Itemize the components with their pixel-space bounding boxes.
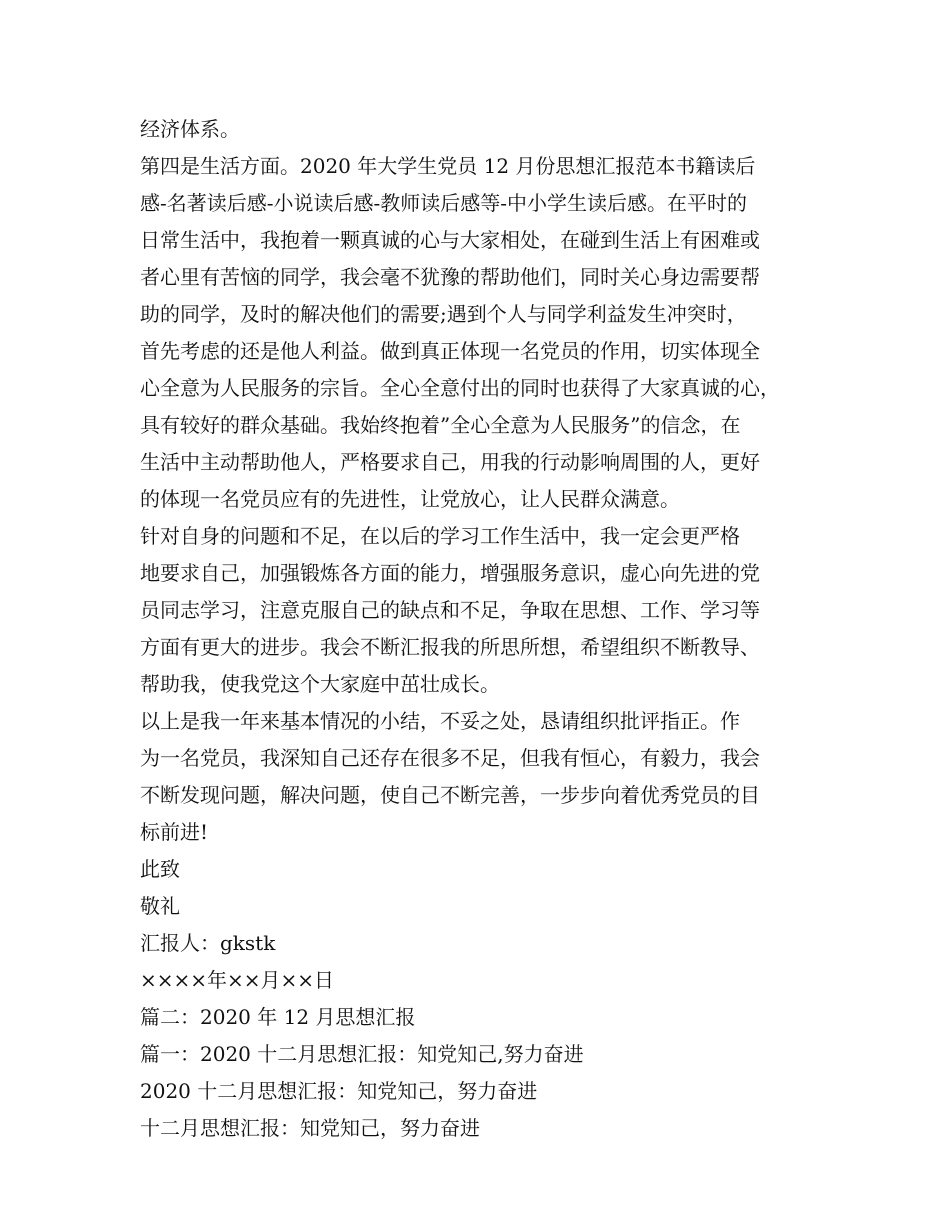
text-line: 标前进! xyxy=(140,820,209,844)
text-line: 经济体系。 xyxy=(140,117,240,141)
text-line: 员同志学习，注意克服自己的缺点和不足，争取在思想、工作、学习等 xyxy=(140,598,760,622)
text-line: 2020 十二月思想汇报：知党知己，努力奋进 xyxy=(140,1079,538,1103)
text-line: 地要求自己，加强锻炼各方面的能力，增强服务意识，虚心向先进的党 xyxy=(140,561,760,585)
text-line: 以上是我一年来基本情况的小结，不妥之处，恳请组织批评指正。作 xyxy=(140,709,740,733)
text-line: 助的同学，及时的解决他们的需要;遇到个人与同学利益发生冲突时， xyxy=(140,302,747,326)
text-line: 为一名党员，我深知自己还存在很多不足，但我有恒心，有毅力，我会 xyxy=(140,746,760,770)
text-line: 十二月思想汇报：知党知己，努力奋进 xyxy=(140,1116,480,1140)
text-line: 汇报人：gkstk xyxy=(140,931,276,955)
text-line: 第四是生活方面。2020 年大学生党员 12 月份思想汇报范本书籍读后 xyxy=(140,154,756,178)
text-line: 感-名著读后感-小说读后感-教师读后感等-中小学生读后感。在平时的 xyxy=(140,191,748,215)
text-line: 具有较好的群众基础。我始终抱着”全心全意为人民服务”的信念，在 xyxy=(140,413,741,437)
section-heading: 篇二：2020 年 12 月思想汇报 xyxy=(140,1005,416,1029)
text-line: 篇一：2020 十二月思想汇报：知党知己,努力奋进 xyxy=(140,1042,584,1066)
text-line: 的体现一名党员应有的先进性，让党放心，让人民群众满意。 xyxy=(140,487,680,511)
text-line: 此致 xyxy=(140,857,180,881)
text-line: 首先考虑的还是他人利益。做到真正体现一名党员的作用，切实体现全 xyxy=(140,339,760,363)
text-line: 敬礼 xyxy=(140,894,180,918)
text-line: 生活中主动帮助他人，严格要求自己，用我的行动影响周围的人，更好 xyxy=(140,450,760,474)
text-line: 帮助我，使我党这个大家庭中茁壮成长。 xyxy=(140,672,500,696)
text-line: 心全意为人民服务的宗旨。全心全意付出的同时也获得了大家真诚的心， xyxy=(140,376,780,400)
text-line: 者心里有苦恼的同学，我会毫不犹豫的帮助他们，同时关心身边需要帮 xyxy=(140,265,760,289)
text-line: 日常生活中，我抱着一颗真诚的心与大家相处，在碰到生活上有困难或 xyxy=(140,228,760,252)
text-line: 方面有更大的进步。我会不断汇报我的所思所想，希望组织不断教导、 xyxy=(140,635,760,659)
text-line: 不断发现问题，解决问题，使自己不断完善，一步步向着优秀党员的目 xyxy=(140,783,760,807)
text-line: 针对自身的问题和不足，在以后的学习工作生活中，我一定会更严格 xyxy=(140,524,740,548)
text-line: ××××年××月××日 xyxy=(140,968,335,992)
